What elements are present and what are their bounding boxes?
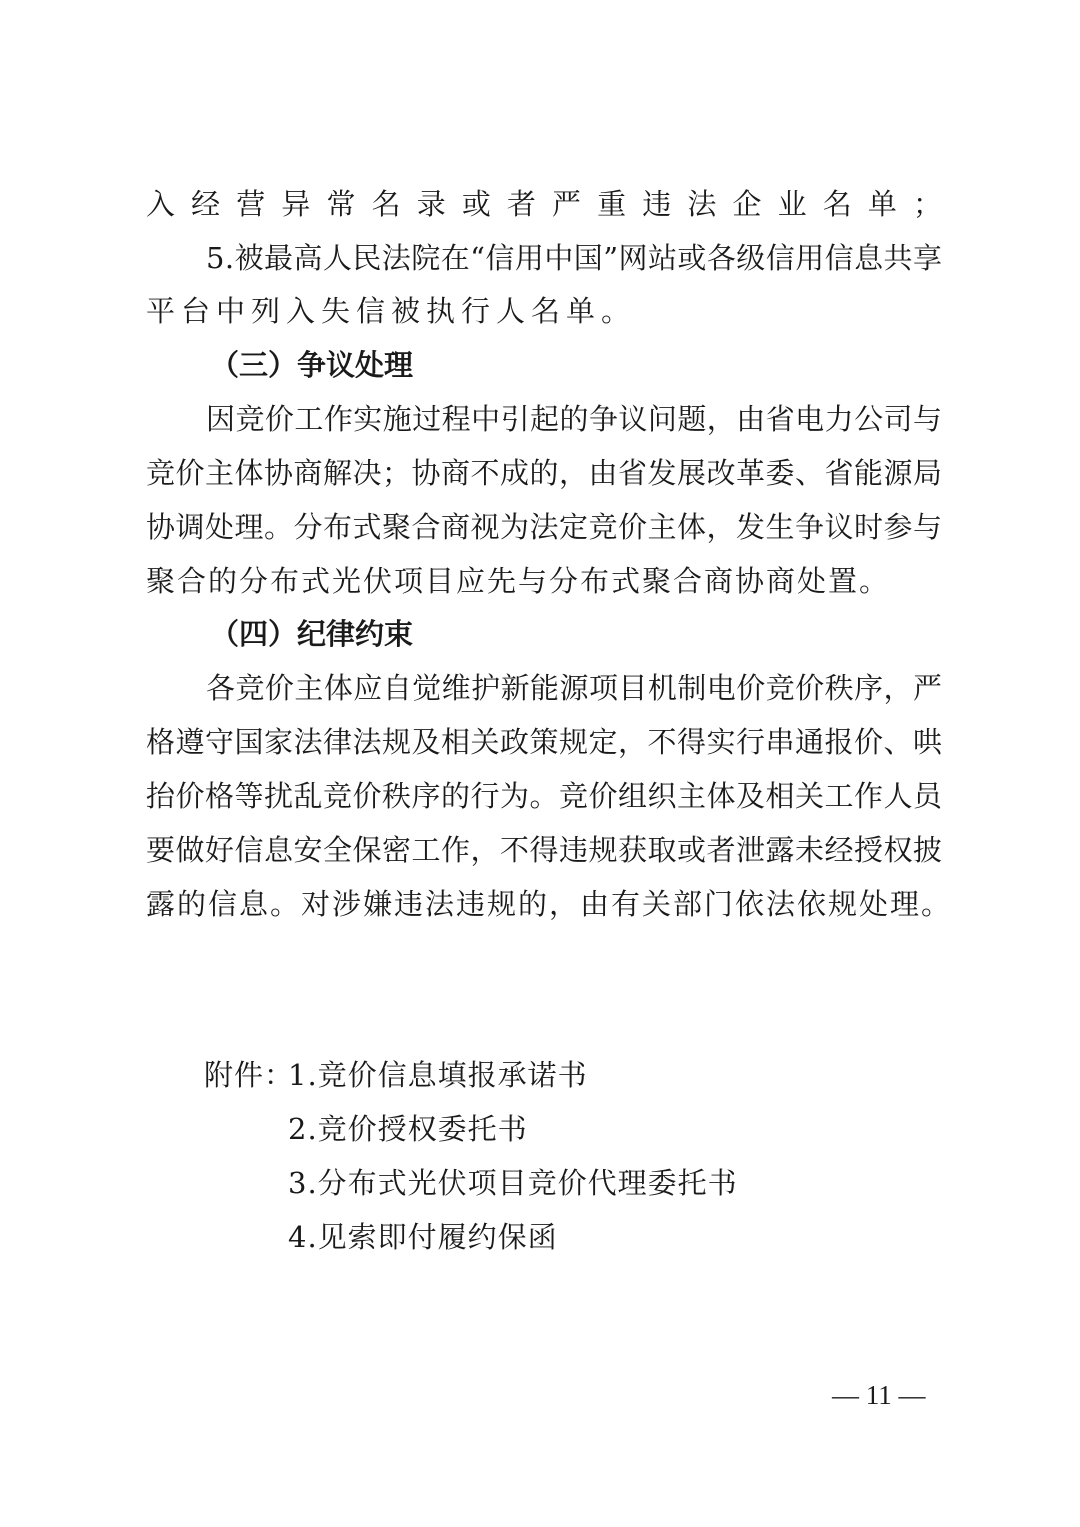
paragraph-line: 各竞价主体应自觉维护新能源项目机制电价竞价秩序，严 (206, 671, 943, 705)
paragraph-line: 格遵守国家法律法规及相关政策规定，不得实行串通报价、哄 (146, 725, 943, 759)
paragraph-line: 聚合的分布式光伏项目应先与分布式聚合商协商处置。 (146, 564, 891, 598)
attachment-item: 1.竞价信息填报承诺书 (288, 1058, 588, 1092)
paragraph-line: 平台中列入失信被执行人名单。 (146, 294, 637, 328)
attachment-item: 3.分布式光伏项目竞价代理委托书 (288, 1166, 738, 1200)
paragraph-line: 因竞价工作实施过程中引起的争议问题，由省电力公司与 (206, 402, 943, 436)
page-number: — 11 — (832, 1380, 926, 1410)
attachment-item: 4.见索即付履约保函 (288, 1220, 558, 1254)
attachment-item: 2.竞价授权委托书 (288, 1112, 528, 1146)
section-heading-dispute: （三）争议处理 (210, 348, 414, 382)
attachments-label: 附件： (204, 1058, 295, 1092)
paragraph-line: 要做好信息安全保密工作，不得违规获取或者泄露未经授权披 (146, 833, 943, 867)
paragraph-line: 竞价主体协商解决；协商不成的，由省发展改革委、省能源局 (146, 456, 943, 490)
paragraph-line: 5.被最高人民法院在“信用中国”网站或各级信用信息共享 (206, 241, 943, 275)
paragraph-line: 入经营异常名录或者严重违法企业名单； (146, 187, 959, 221)
section-heading-discipline: （四）纪律约束 (210, 617, 414, 651)
paragraph-line: 露的信息。对涉嫌违法违规的，由有关部门依法依规处理。 (146, 887, 953, 921)
paragraph-line: 抬价格等扰乱竞价秩序的行为。竞价组织主体及相关工作人员 (146, 779, 943, 813)
paragraph-line: 协调处理。分布式聚合商视为法定竞价主体，发生争议时参与 (146, 510, 943, 544)
